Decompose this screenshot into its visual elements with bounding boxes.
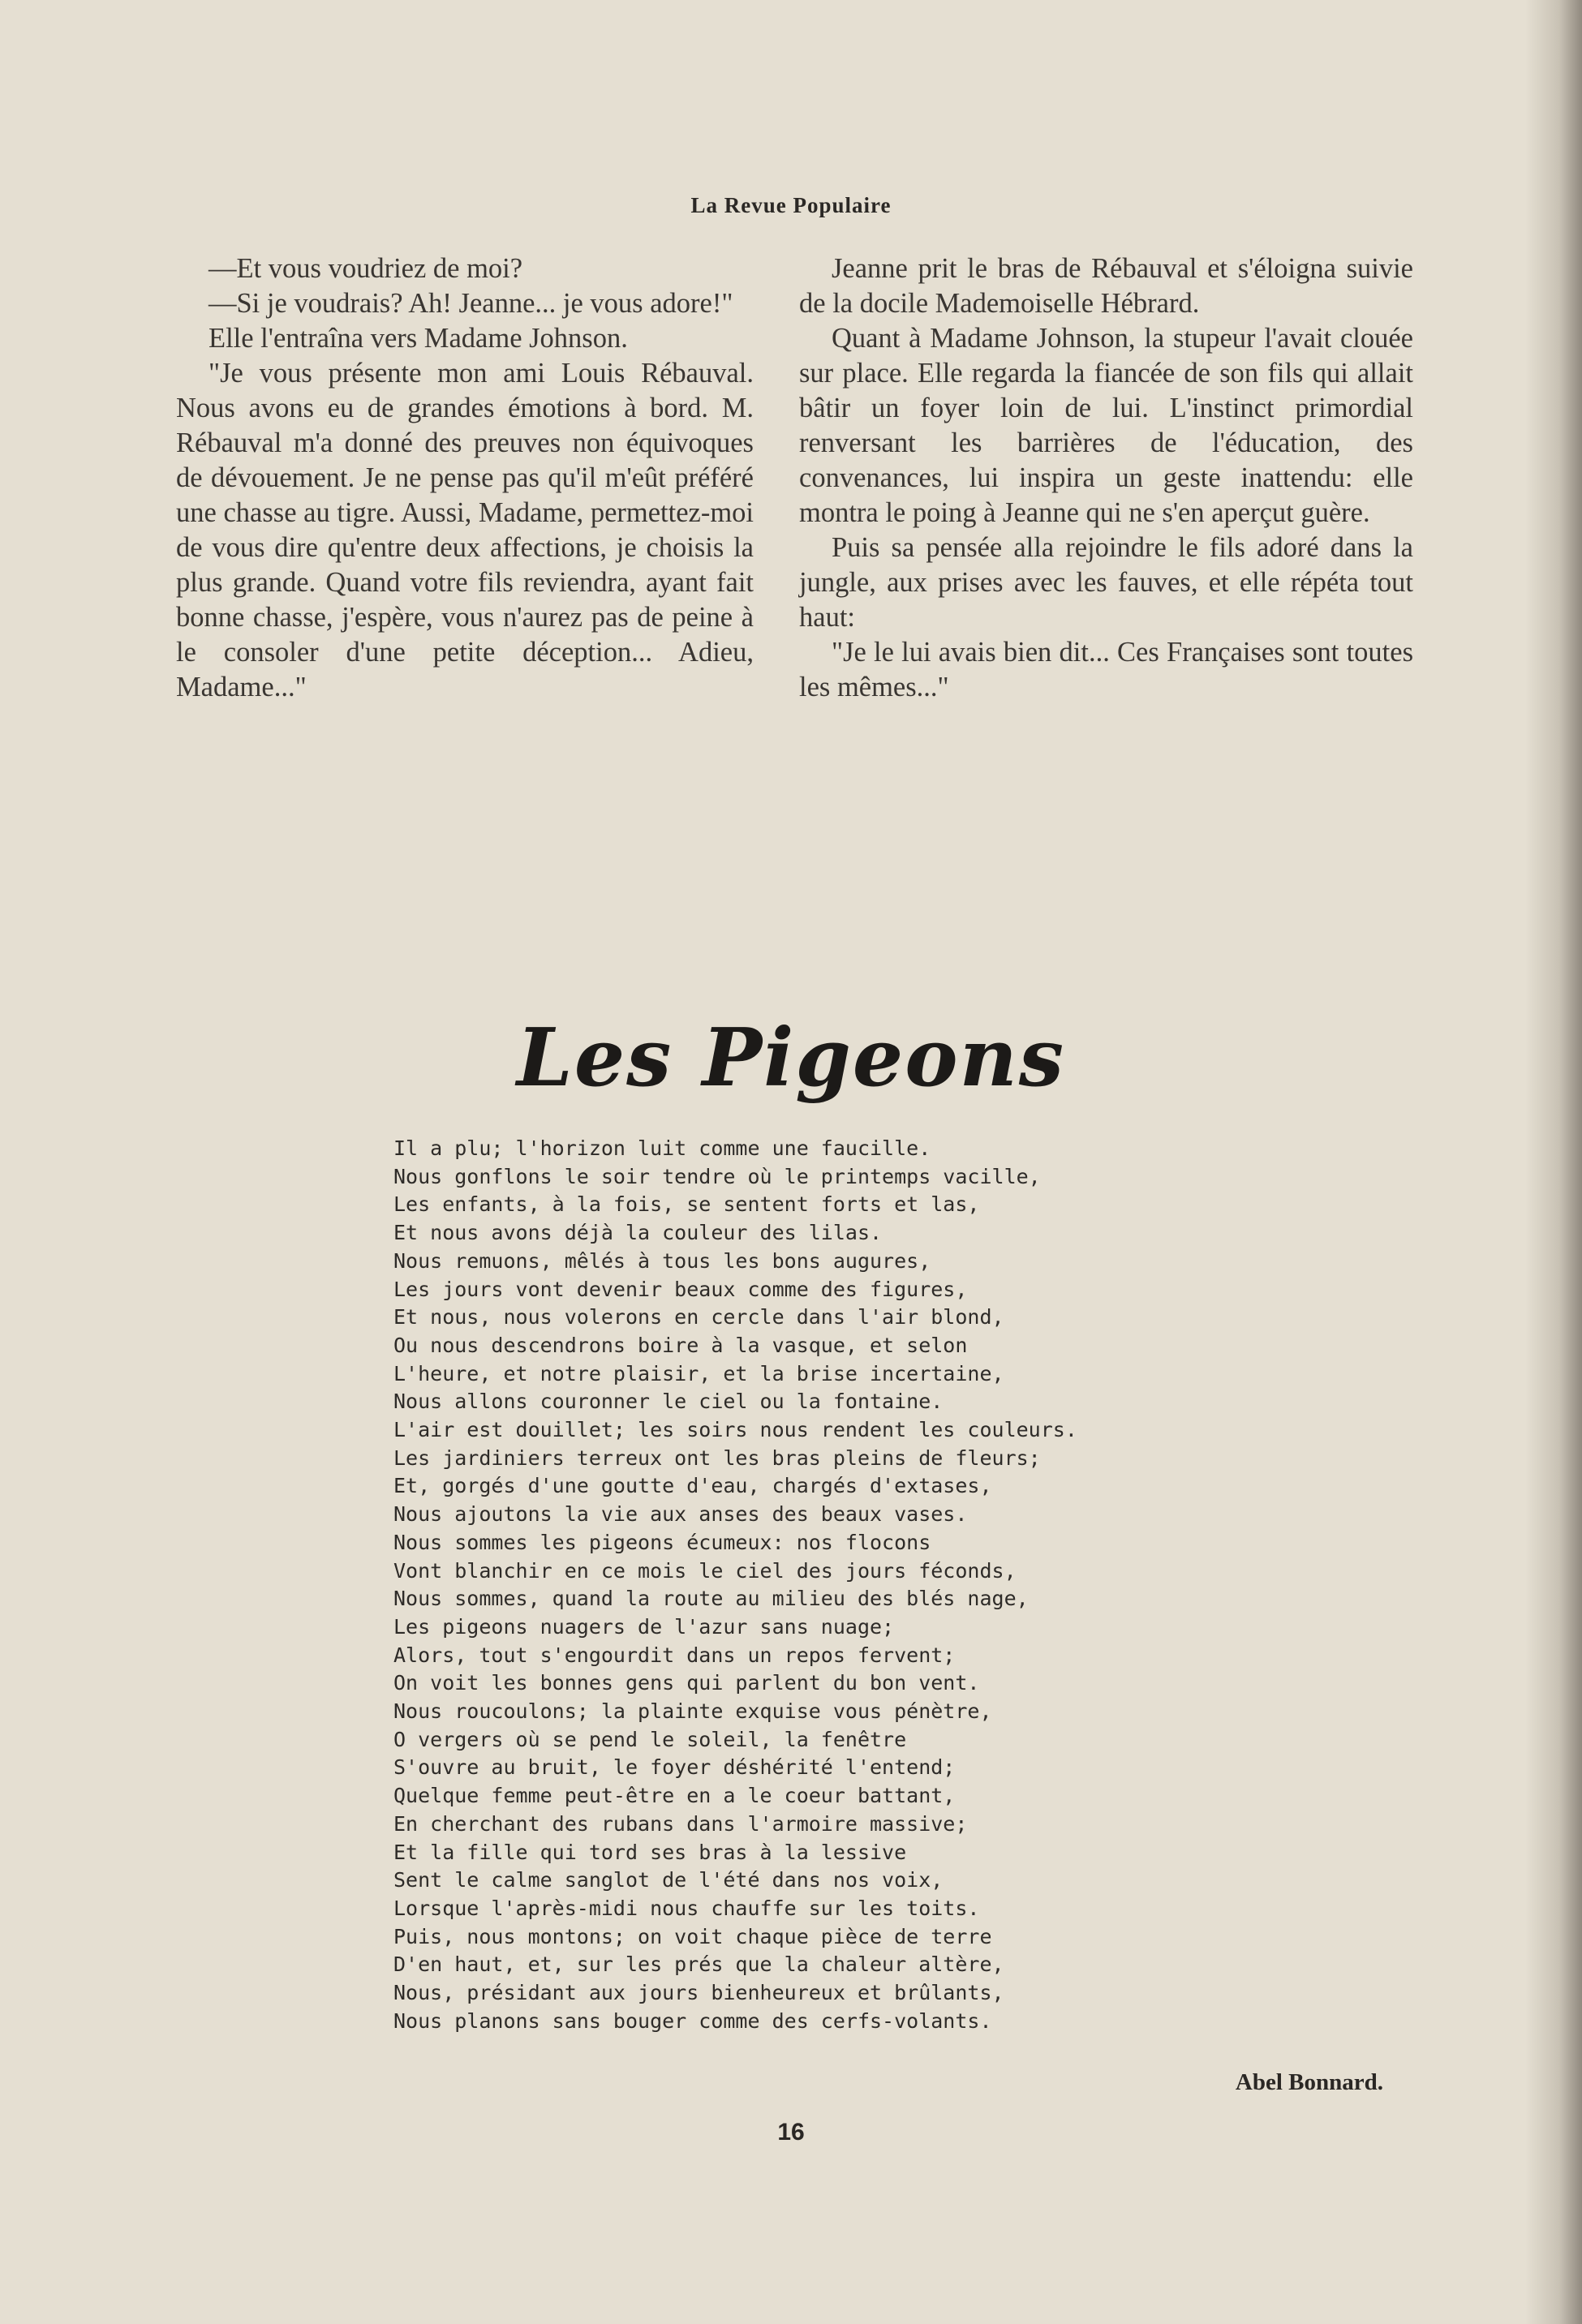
paragraph: "Je le lui avais bien dit... Ces Françaises sont toutes les mêmes..." (799, 637, 1413, 702)
poem-title: Les Pigeons (516, 1012, 1066, 1105)
poem-line: Et la fille qui tord ses bras à la lessive (393, 1840, 907, 1864)
poem-line: On voit les bonnes gens qui parlent du bon vent. (393, 1671, 980, 1695)
poem-line: Et nous avons déjà la couleur des lilas. (393, 1221, 883, 1245)
poem-line: Sent le calme sanglot de l'été dans nos voix, (393, 1868, 944, 1892)
paragraph: Puis sa pensée alla rejoindre le fils adoré dans la jungle, aux prises avec les fauves, et elle répéta tout haut: (799, 532, 1413, 633)
poem-line: Nous remuons, mêlés à tous les bons augures, (393, 1248, 931, 1273)
poem-line: O vergers où se pend le soleil, la fenêtre (393, 1727, 907, 1751)
right-column (799, 251, 1413, 705)
poem-line: Et, gorgés d'une goutte d'eau, chargés d'extases, (393, 1474, 992, 1498)
poem-line: Ou nous descendrons boire à la vasque, et selon (393, 1333, 968, 1357)
poem-line: Nous allons couronner le ciel ou la fontaine. (393, 1390, 944, 1414)
poem-line: Les enfants, à la fois, se sentent forts et las, (393, 1192, 980, 1217)
poem-body (393, 1135, 1205, 2036)
poem-line: Les pigeons nuagers de l'azur sans nuage; (393, 1614, 895, 1639)
page-edge-shadow (1525, 0, 1582, 2324)
poem-line: Nous, présidant aux jours bienheureux et brûlants, (393, 1981, 1004, 2005)
poem-line: Les jours vont devenir beaux comme des figures, (393, 1277, 968, 1301)
paragraph: Jeanne prit le bras de Rébauval et s'éloigna suivie de la docile Mademoiselle Hébrard. (799, 253, 1413, 319)
paragraph: —Si je voudrais? Ah! Jeanne... je vous adore!" (208, 288, 733, 319)
poem-line: S'ouvre au bruit, le foyer déshérité l'entend; (393, 1755, 956, 1780)
poem-line: Nous planons sans bouger comme des cerfs-volants. (393, 2008, 992, 2033)
poem-line: Quelque femme peut-être en a le coeur battant, (393, 1784, 956, 1808)
poem-line: L'air est douillet; les soirs nous rendent les couleurs. (393, 1418, 1077, 1442)
poem-line: En cherchant des rubans dans l'armoire massive; (393, 1811, 968, 1836)
paragraph: Elle l'entraîna vers Madame Johnson. (208, 323, 628, 354)
running-head: La Revue Populaire (690, 193, 892, 217)
poem-line: L'heure, et notre plaisir, et la brise incertaine, (393, 1361, 1004, 1385)
poem-line: Il a plu; l'horizon luit comme une faucille. (393, 1136, 931, 1160)
poem-line: Nous sommes les pigeons écumeux: nos flocons (393, 1530, 931, 1554)
left-column (176, 251, 754, 705)
poem-line: Les jardiniers terreux ont les bras pleins de fleurs; (393, 1446, 1041, 1470)
poem-line: D'en haut, et, sur les prés que la chaleur altère, (393, 1952, 1004, 1977)
poem-line: Nous sommes, quand la route au milieu des blés nage, (393, 1587, 1029, 1611)
poem-author: Abel Bonnard. (1235, 2069, 1383, 2095)
paragraph: "Je vous présente mon ami Louis Rébauval. Nous avons eu de grandes émotions à bord. M. Rébauval m'a donné des preuves non équivoques de dévouement. Je ne pense pas qu'il m'eût préféré une chasse au tigre. Aussi, Madame, permettez-moi de vous dire qu'entre deux affections, je choisis la plus grande. Quand votre fils reviendra, ayant fait bonne chasse, j'espère, vous n'aurez pas de peine à le consoler d'une petite déception... Adieu, Madame..." (176, 358, 754, 702)
poem-line: Et nous, nous volerons en cercle dans l'air blond, (393, 1305, 1004, 1330)
poem-line: Lorsque l'après-midi nous chauffe sur les toits. (393, 1896, 980, 1920)
poem-line: Nous ajoutons la vie aux anses des beaux vases. (393, 1502, 968, 1527)
paragraph: Quant à Madame Johnson, la stupeur l'avait clouée sur place. Elle regarda la fiancée de son fils qui allait bâtir un foyer loin de lui. L'instinct primordial renversant les barrières de l'éducation, des convenances, lui inspira un geste inattendu: elle montra le poing à Jeanne qui ne s'en aperçut guère. (799, 323, 1413, 528)
poem-line: Alors, tout s'engourdit dans un repos fervent; (393, 1643, 956, 1667)
poem-line: Nous roucoulons; la plainte exquise vous pénètre, (393, 1699, 992, 1724)
poem-line: Nous gonflons le soir tendre où le printemps vacille, (393, 1164, 1041, 1188)
page-number: 16 (777, 2119, 805, 2146)
poem-line: Puis, nous montons; on voit chaque pièce de terre (393, 1924, 992, 1948)
poem-line: Vont blanchir en ce mois le ciel des jours féconds, (393, 1558, 1017, 1583)
paragraph: —Et vous voudriez de moi? (208, 253, 523, 284)
